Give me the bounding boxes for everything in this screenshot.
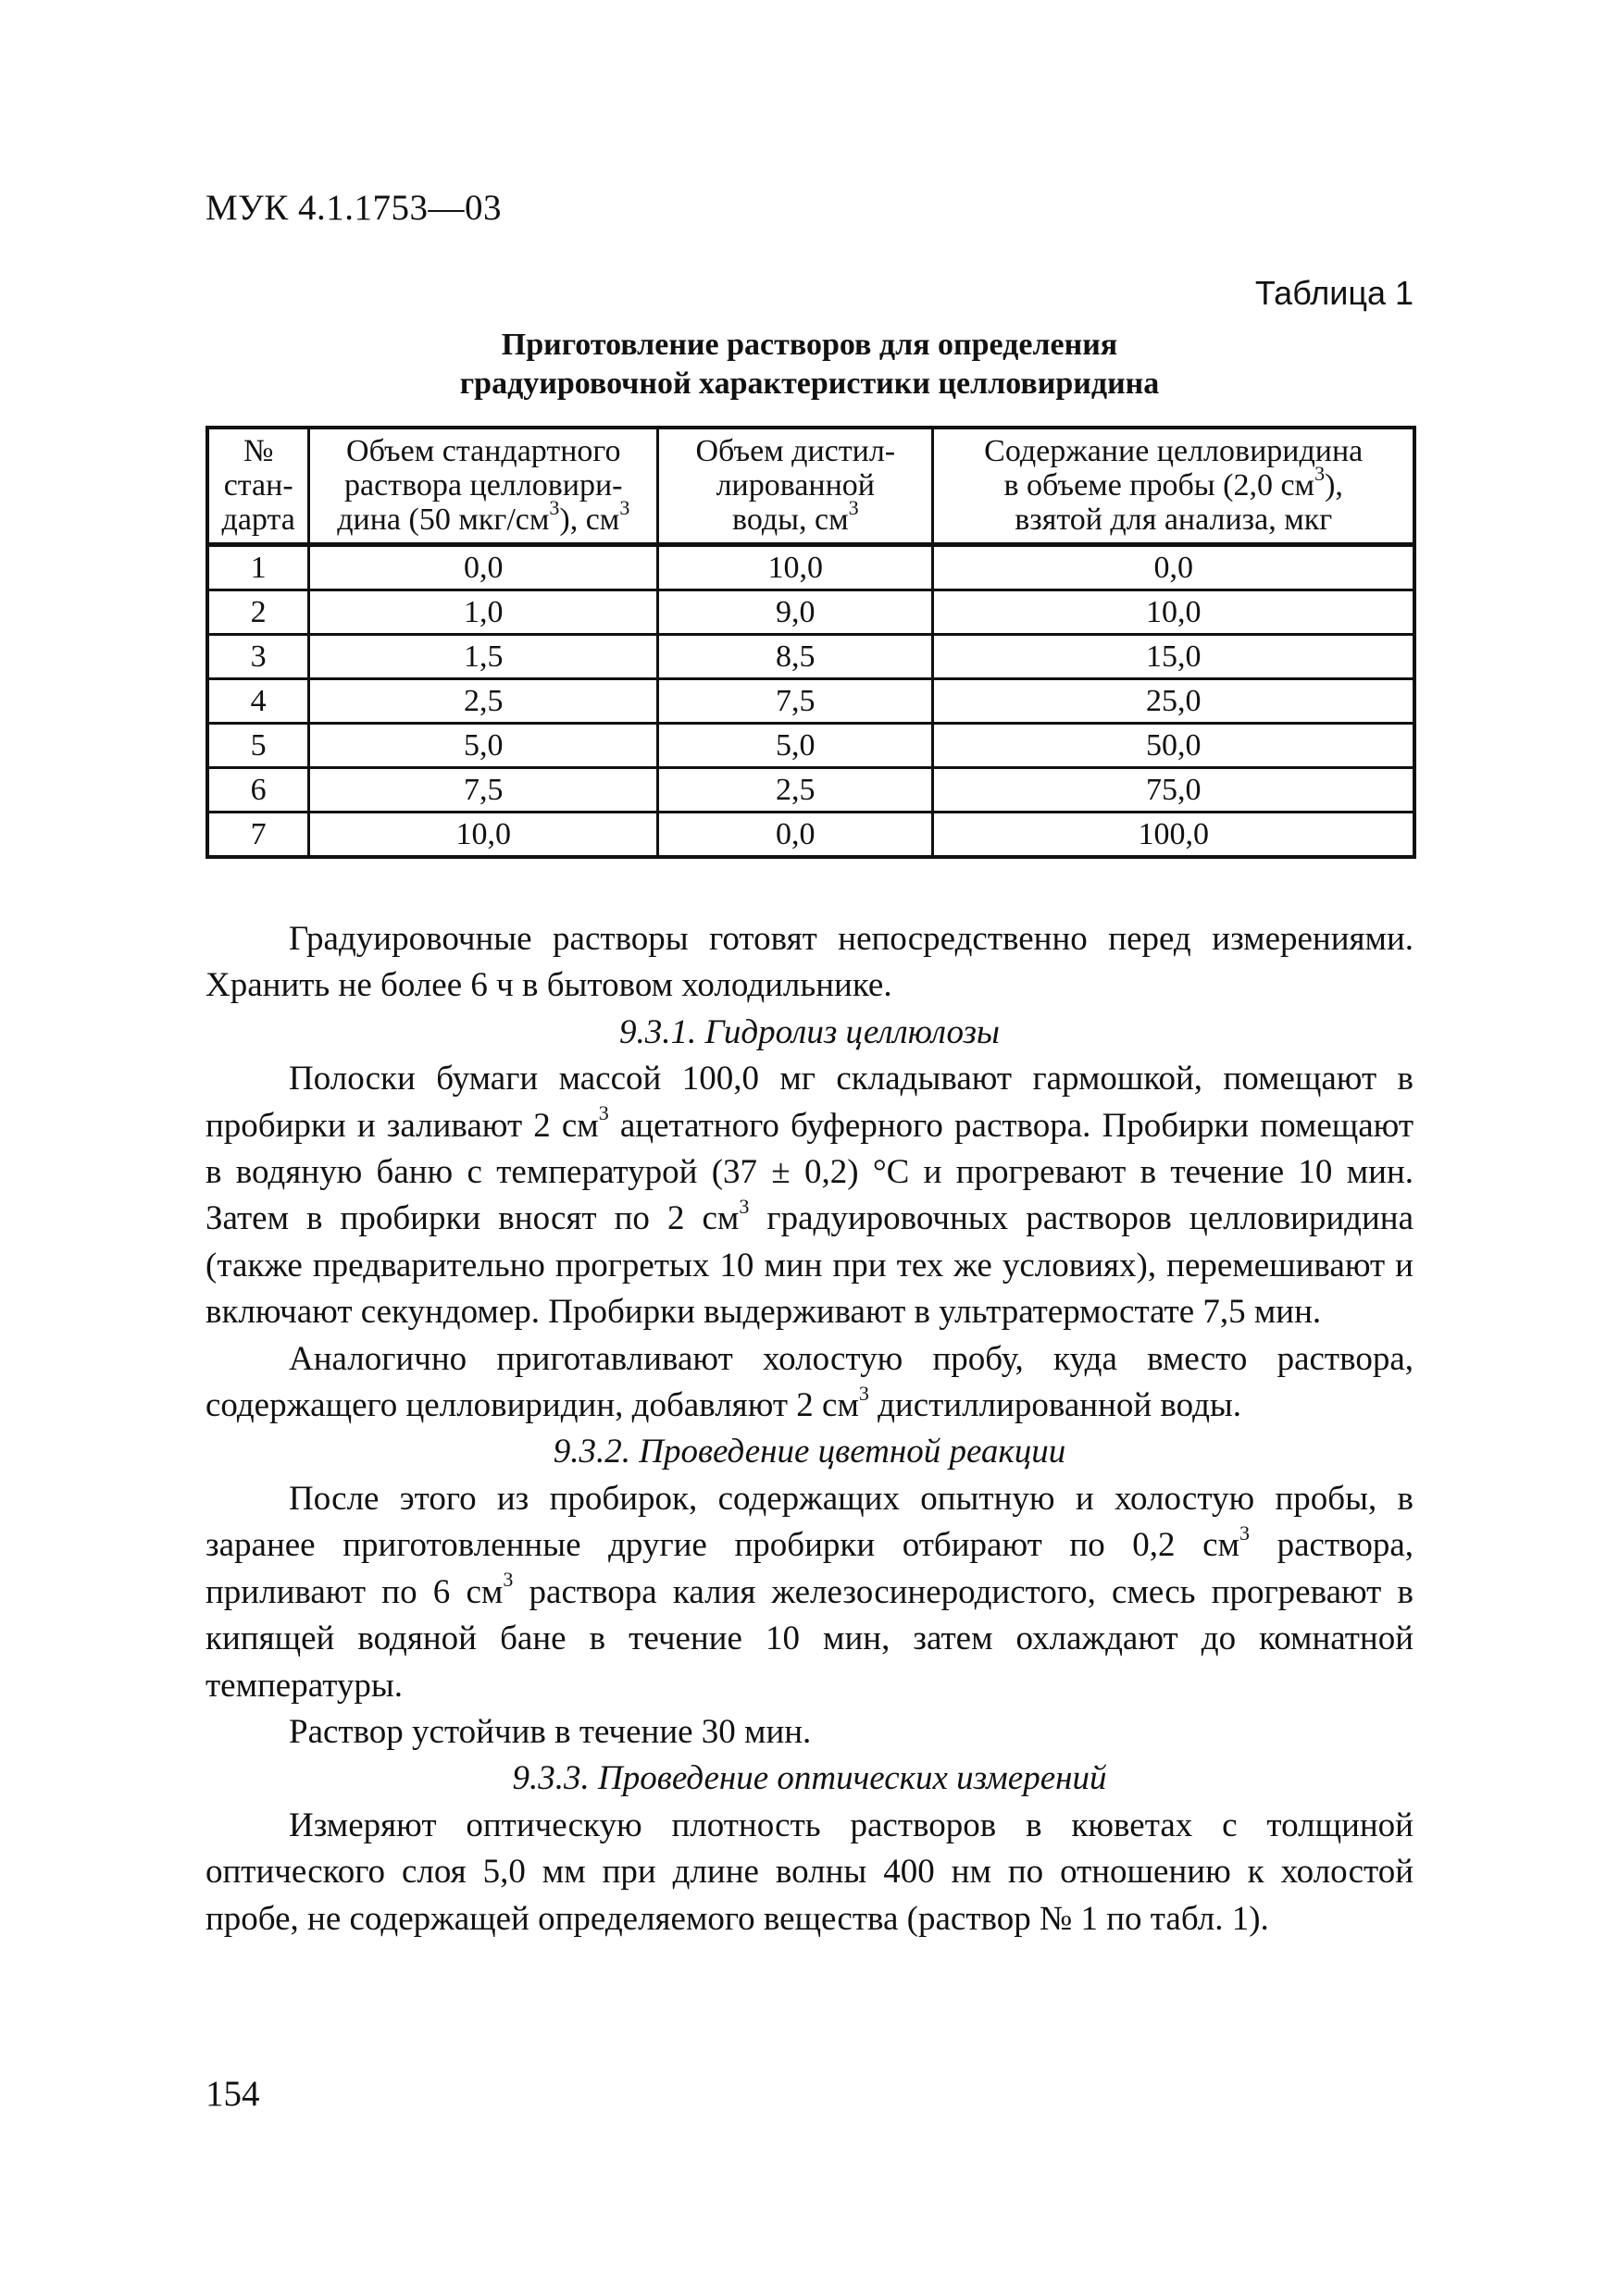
table-row	[207, 635, 1414, 679]
table-cell: 0,0	[309, 545, 658, 590]
table-cell: 5,0	[309, 724, 658, 768]
table-row	[207, 768, 1414, 813]
table-cell: 1,5	[309, 635, 658, 679]
table-cell: 10,0	[933, 590, 1414, 635]
table-cell: 5,0	[658, 724, 933, 768]
table-cell: 7,5	[309, 768, 658, 813]
column-header-content-in-sample: Содержание целловиридина в объеме пробы (2,0 $см^3$), взятой для анализа, мкг	[933, 428, 1414, 545]
table-title-line-1: Приготовление растворов для определения	[501, 328, 1118, 362]
table-title	[205, 326, 1414, 403]
table-cell: 10,0	[658, 545, 933, 590]
document-code: МУК 4.1.1753—03	[205, 188, 503, 228]
table-cell: 9,0	[658, 590, 933, 635]
table-cell: 2,5	[309, 679, 658, 724]
column-header-standard-solution-volume: Объем стандартного раствора целловири- дина (50 мкг/$см^3$), $см^3$	[309, 428, 658, 545]
table-cell: 6	[207, 768, 309, 813]
table-cell: 1,0	[309, 590, 658, 635]
table-row	[207, 679, 1414, 724]
column-header-distilled-water-volume: Объем дистил- лированной воды, $см^3$	[658, 428, 933, 545]
table-label: Таблица 1	[1254, 274, 1414, 312]
table-cell: 7,5	[658, 679, 933, 724]
table-cell: 2,5	[658, 768, 933, 813]
table-header-row	[207, 428, 1414, 545]
table-row	[207, 724, 1414, 768]
table-cell: 5	[207, 724, 309, 768]
column-header-standard-number: № стан- дарта	[207, 428, 309, 545]
section-heading-hydrolysis: 9.3.1. Гидролиз целлюлозы	[619, 1012, 1000, 1051]
table-cell: 3	[207, 635, 309, 679]
table-title-line-2: градуировочной характеристики целловиридина	[459, 366, 1160, 401]
paragraph: После этого из пробирок, содержащих опытную и холостую пробы, в заранее приготовленные другие пробирки отбирают по 0,2 $см^3$ раствора, приливают по 6 $см^3$ раствора калия железосинеродистого, смесь прогревают в кипящей водяной бане в течение 10 мин, затем охлаждают до комнатной температуры.	[205, 1479, 1414, 1705]
paragraph: Полоски бумаги массой 100,0 мг складывают гармошкой, помещают в пробирки и заливают 2 $см^3$ ацетатного буферного раствора. Пробирки помещают в водяную баню с температурой (37 ± 0,2) °С и прогревают в течение 10 мин. Затем в пробирки вносят по 2 $см^3$ градуировочных растворов целловиридина (также предварительно прогретых 10 мин при тех же условиях), перемешивают и включают секундомер. Пробирки выдерживают в ультратермостате 7,5 мин.	[205, 1060, 1414, 1332]
table-cell: 4	[207, 679, 309, 724]
page-number: 154	[205, 2074, 260, 2114]
table-cell: 1	[207, 545, 309, 590]
table-cell: 15,0	[933, 635, 1414, 679]
table-cell: 7	[207, 813, 309, 858]
paragraph: Градуировочные растворы готовят непосредственно перед измерениями. Хранить не более 6 ч в бытовом холодильнике.	[205, 920, 1414, 1005]
table-cell: 50,0	[933, 724, 1414, 768]
table-row	[207, 545, 1414, 590]
paragraph: Аналогично приготавливают холостую пробу, куда вместо раствора, содержащего целловиридин, добавляют 2 $см^3$ дистиллированной воды.	[205, 1339, 1414, 1425]
table-cell: 25,0	[933, 679, 1414, 724]
calibration-table	[205, 426, 1416, 859]
table-body	[207, 545, 1414, 858]
paragraph: Измеряют оптическую плотность растворов в кюветах с толщиной оптического слоя 5,0 мм при длине волны 400 нм по отношению к холостой пробе, не содержащей определяемого вещества (раствор № 1 по табл. 1).	[205, 1806, 1414, 1938]
table-cell: 0,0	[658, 813, 933, 858]
table-cell: 8,5	[658, 635, 933, 679]
table-row	[207, 590, 1414, 635]
table-cell: 75,0	[933, 768, 1414, 813]
body-text	[205, 916, 1414, 1942]
table-row	[207, 813, 1414, 858]
section-heading-optical-measurements: 9.3.3. Проведение оптических измерений	[512, 1759, 1107, 1798]
section-heading-color-reaction: 9.3.2. Проведение цветной реакции	[553, 1433, 1066, 1471]
table-cell: 2	[207, 590, 309, 635]
paragraph: Раствор устойчив в течение 30 мин.	[289, 1712, 812, 1751]
table-cell: 100,0	[933, 813, 1414, 858]
table-cell: 10,0	[309, 813, 658, 858]
table-cell: 0,0	[933, 545, 1414, 590]
